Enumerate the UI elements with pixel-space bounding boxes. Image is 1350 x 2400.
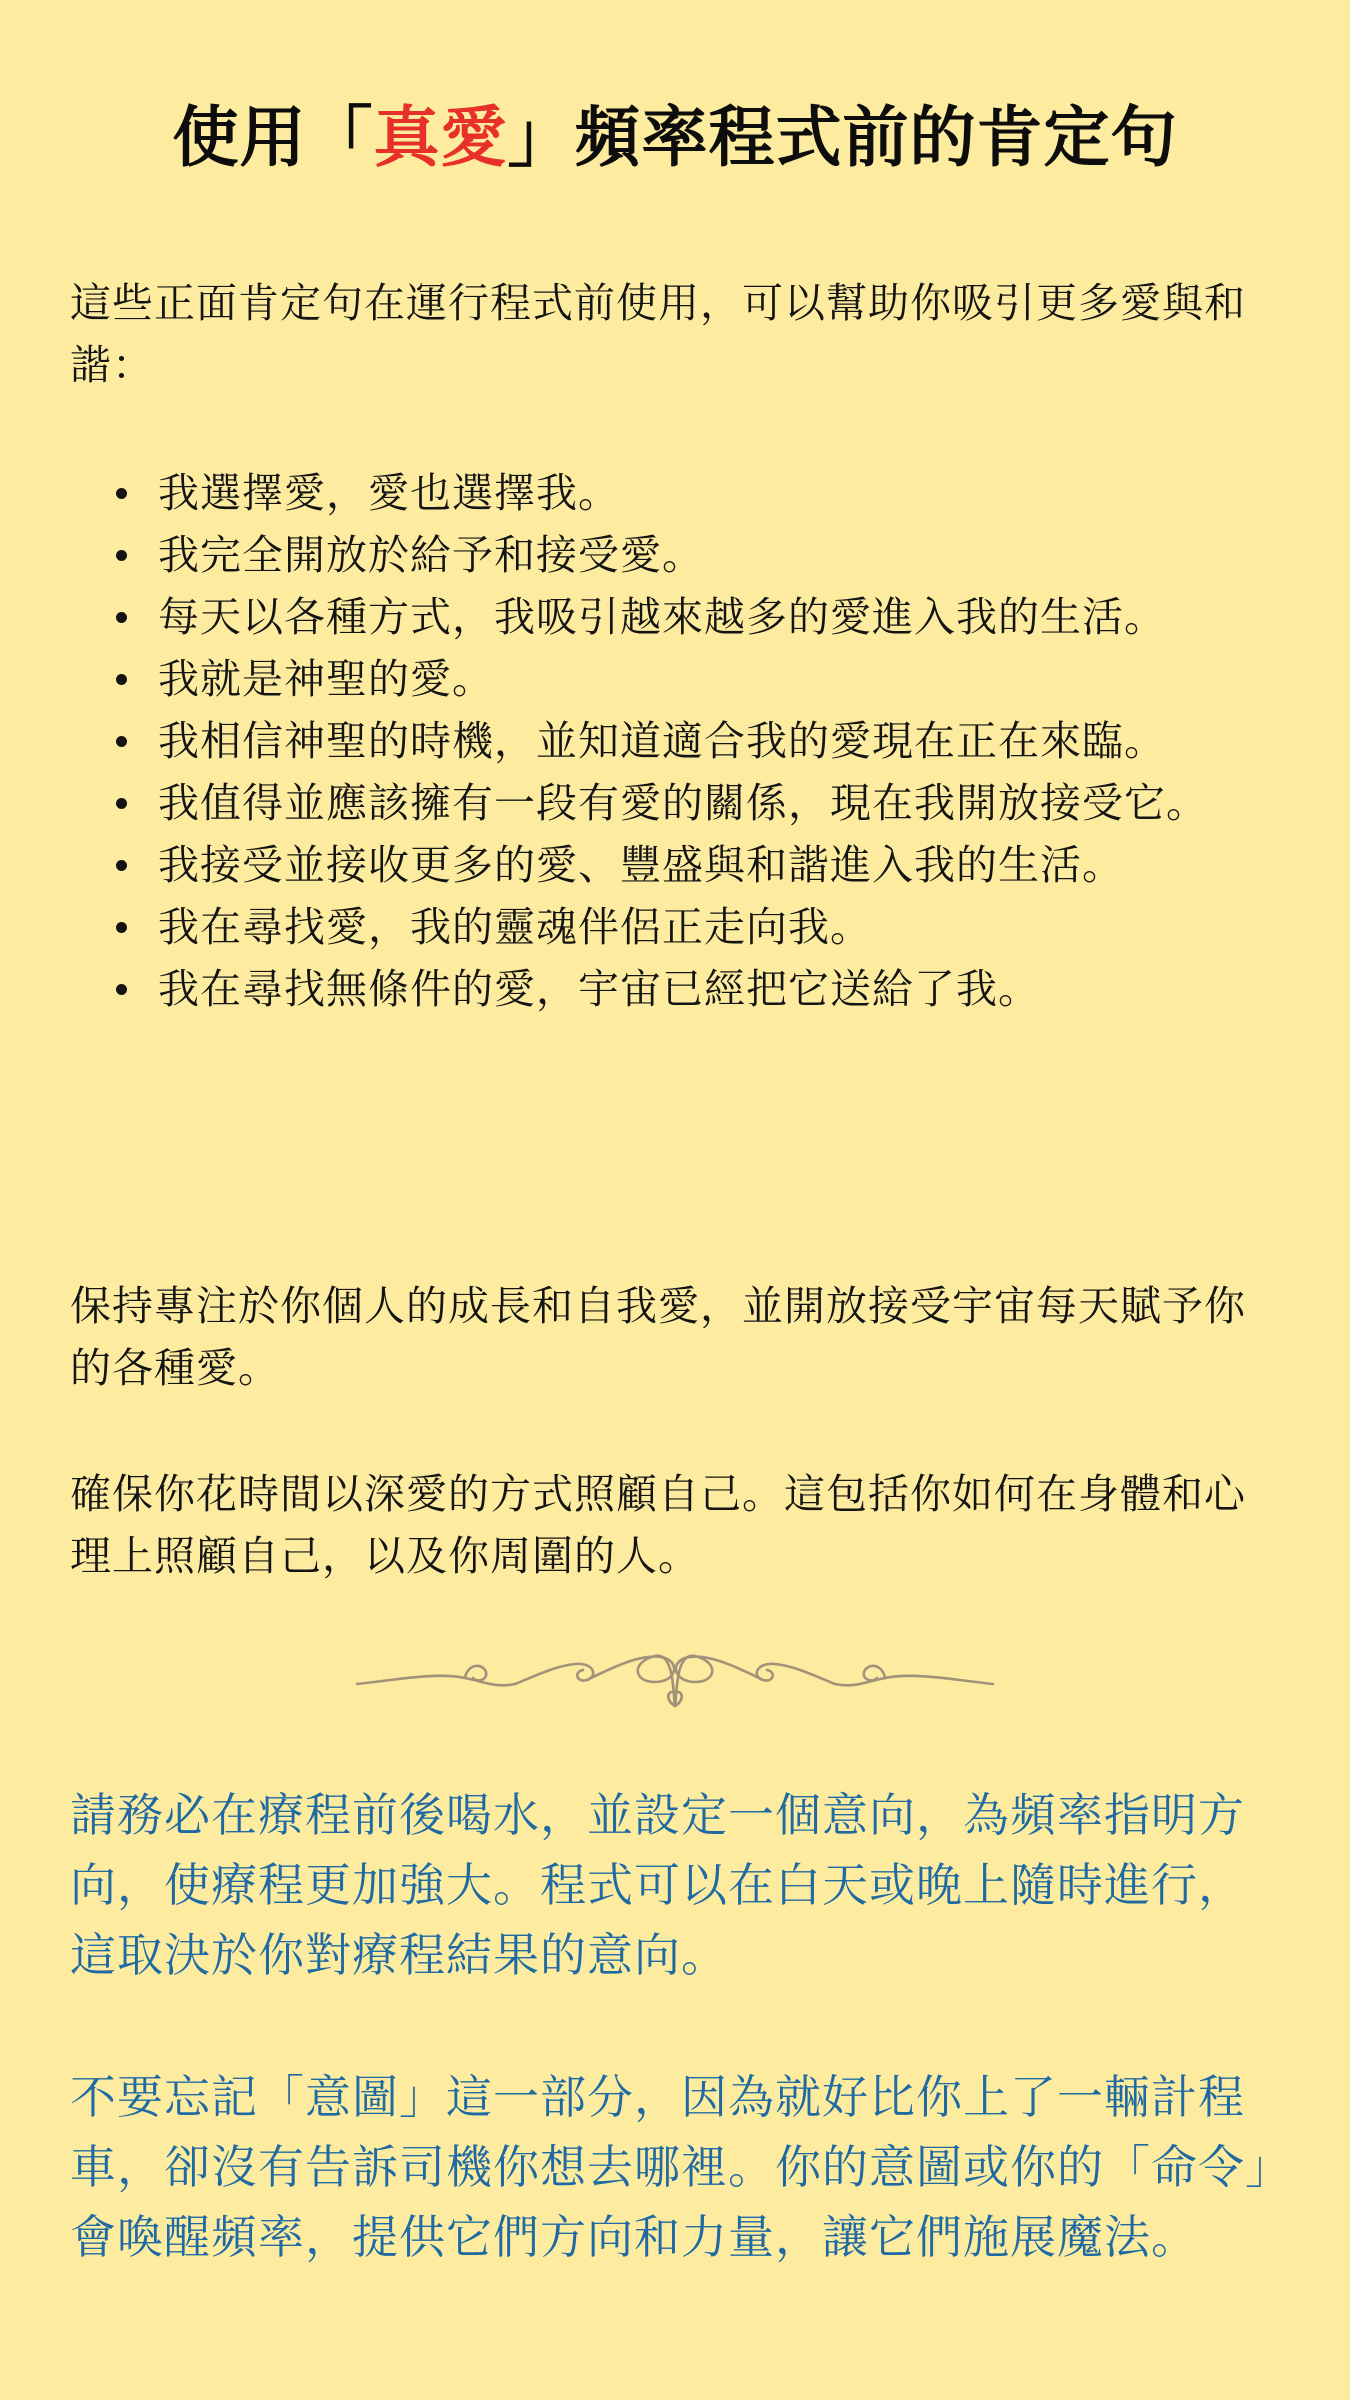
list-item bbox=[158, 586, 1270, 648]
list-item bbox=[158, 772, 1270, 834]
bullet-icon bbox=[116, 550, 127, 561]
bullet-icon bbox=[116, 736, 127, 747]
affirmation-text: 我完全開放於給予和接受愛。 bbox=[158, 531, 704, 579]
affirmation-text: 我接受並接收更多的愛、豐盛與和諧進入我的生活。 bbox=[158, 841, 1124, 889]
list-item bbox=[158, 648, 1270, 710]
affirmation-text: 我相信神聖的時機，並知道適合我的愛現在正在來臨。 bbox=[158, 717, 1166, 765]
ornamental-divider-icon bbox=[355, 1636, 995, 1726]
affirmation-text: 我值得並應該擁有一段有愛的關係，現在我開放接受它。 bbox=[158, 779, 1208, 827]
affirmation-list bbox=[70, 462, 1270, 1020]
bullet-icon bbox=[116, 860, 127, 871]
bullet-icon bbox=[116, 674, 127, 685]
water-intention-note: 請務必在療程前後喝水，並設定一個意向，為頻率指明方向，使療程更加強大。程式可以在白天或晚上隨時進行，這取決於你對療程結果的意向。 bbox=[70, 1788, 1245, 1982]
list-item bbox=[158, 524, 1270, 586]
title-suffix: 」頻率程式前的肯定句 bbox=[507, 99, 1178, 176]
list-item bbox=[158, 710, 1270, 772]
bullet-icon bbox=[116, 612, 127, 623]
bullet-icon bbox=[116, 488, 127, 499]
affirmation-text: 我選擇愛，愛也選擇我。 bbox=[158, 469, 620, 517]
affirmation-text: 每天以各種方式，我吸引越來越多的愛進入我的生活。 bbox=[158, 593, 1166, 641]
intention-note: 不要忘記「意圖」這一部分，因為就好比你上了一輛計程車，卻沒有告訴司機你想去哪裡。你的意圖或你的「命令」會喚醒頻率，提供它們方向和力量，讓它們施展魔法。 bbox=[70, 2070, 1269, 2264]
title-highlight: 真愛 bbox=[373, 99, 508, 176]
list-item bbox=[158, 834, 1270, 896]
affirmation-text: 我在尋找愛，我的靈魂伴侶正走向我。 bbox=[158, 903, 872, 951]
affirmation-text: 我就是神聖的愛。 bbox=[158, 655, 494, 703]
list-item bbox=[158, 958, 1270, 1020]
intro-paragraph: 這些正面肯定句在運行程式前使用，可以幫助你吸引更多愛與和諧： bbox=[70, 279, 1246, 389]
title-prefix: 使用「 bbox=[172, 99, 374, 176]
bullet-icon bbox=[116, 798, 127, 809]
list-item bbox=[158, 462, 1270, 524]
bullet-icon bbox=[116, 984, 127, 995]
selfcare-paragraph: 確保你花時間以深愛的方式照顧自己。這包括你如何在身體和心理上照顧自己，以及你周圍的人。 bbox=[70, 1470, 1246, 1580]
affirmation-text: 我在尋找無條件的愛，宇宙已經把它送給了我。 bbox=[158, 965, 1040, 1013]
focus-paragraph: 保持專注於你個人的成長和自我愛，並開放接受宇宙每天賦予你的各種愛。 bbox=[70, 1282, 1246, 1392]
page-title bbox=[70, 0, 1280, 178]
list-item bbox=[158, 896, 1270, 958]
bullet-icon bbox=[116, 922, 127, 933]
